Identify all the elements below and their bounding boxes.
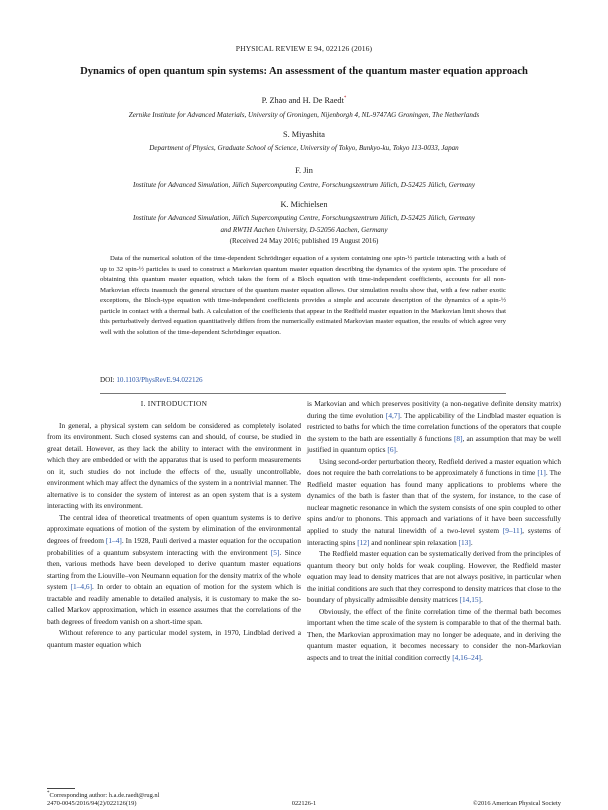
journal-header: PHYSICAL REVIEW E 94, 022126 (2016) <box>235 44 373 53</box>
author-line-1: P. Zhao and H. De Raedt* <box>261 96 347 105</box>
citation-link[interactable]: [1–4] <box>105 536 122 546</box>
paragraph: The central idea of theoretical treatments of open quantum systems is to derive approximate equations of motion of the system by elimination of the environmental degrees of freedom [1–4]. In 1928, Pauli derived a master equation for the occupation probabilities of a quantum subsystem interacting with the environment [5]. Since then, various methods have been developed to derive quantum master equations starting from the Liouville–von Neumann equation for the density matrix of the whole system [1–4,6]. In order to obtain an equation of motion for the system which is tractable and readily amenable to detailed analysis, it is customary to make the so-called Markov approximation, which in essence assumes that the correlations of the bath degrees of freedom vanish on a short-time span. <box>47 512 301 626</box>
footnote-rule <box>47 788 75 789</box>
affiliation-4: Institute for Advanced Simulation, Jülich Supercomputing Centre, Forschungszentrum Jülich, D-52425 Jülich, Germany <box>133 214 475 222</box>
citation-link[interactable]: [6] <box>387 445 396 455</box>
citation-link[interactable]: [1] <box>537 468 546 478</box>
footer-page-number: 022126-1 <box>291 800 317 807</box>
author-line-3: F. Jin <box>295 166 313 175</box>
left-column <box>47 398 301 650</box>
footer-issn: 2470-0045/2016/94(2)/022126(19) <box>47 800 137 807</box>
footnote: *Corresponding author: h.a.de.raedt@rug.nl <box>47 790 160 799</box>
paragraph: The Redfield master equation can be systematically derived from the principles of quantum theory but only holds for weak coupling. However, the Redfield master equation may lead to density matrices that are not always positive, in particular when the initial conditions are such that they correspond to density matrices that close to the boundary of physically admissible density matrices [14,15]. <box>307 549 561 605</box>
citation-link[interactable]: [12] <box>357 537 370 547</box>
author-line-4: K. Michielsen <box>280 200 328 209</box>
corresponding-mark[interactable]: * <box>343 96 347 102</box>
affiliation-4b: and RWTH Aachen University, D-52056 Aachen, Germany <box>220 226 388 234</box>
doi-line: DOI: 10.1103/PhysRevE.94.022126 <box>100 376 203 384</box>
paper-title: Dynamics of open quantum spin systems: An assessment of the quantum master equation approach <box>80 66 528 77</box>
doi-link[interactable]: 10.1103/PhysRevE.94.022126 <box>116 376 203 384</box>
section-heading: I. INTRODUCTION <box>140 399 208 408</box>
paragraph: Using second-order perturbation theory, Redfield derived a master equation which does not require the bath correlations to be approximately δ functions in time [1]. The Redfield master equation has found many applications to problems where the dynamics of the bath is faster than that of the system, for instance, to the case of nuclear magnetic resonance in which the system consists of one spin coupled to other spins and/or to phonons. This approach and variations of it have been successfully applied to study the natural linewidth of a two-level system [9–11], systems of interacting spins [12] and nonlinear spin relaxation [13]. <box>307 456 561 547</box>
citation-link[interactable]: [5] <box>270 547 280 557</box>
citation-link[interactable]: [4,16–24] <box>452 653 481 663</box>
received-dates: (Received 24 May 2016; published 19 August 2016) <box>229 237 379 245</box>
citation-link[interactable]: [1–4,6] <box>70 582 93 592</box>
fraction-half: ½ <box>138 265 144 273</box>
paragraph: Obviously, the effect of the finite correlation time of the thermal bath becomes important when the time scale of the system is comparable to that of the thermal bath. Then, the Markovian approximation may no longer be adequate, and in deriving the quantum master equation, it becomes necessary to consider the non-Markovian aspects and to treat the initial condition correctly [4,16–24]. <box>307 606 561 663</box>
paragraph: In general, a physical system can seldom be considered as completely isolated from its environment. Such closed systems can and should, of course, be studied in great detail. However, as they lack the ability to interact with the environment in which they are embedded or with the apparatus that is used to perform measurements on it, such studies do not include the effects of the, usually uncontrollable, environment which may affect the dynamics of the system in a nontrivial manner. The alternative is to consider the system of interest as an open system that is a system interacting with its environment. <box>47 420 301 511</box>
paragraph: is Markovian and which preserves positivity (a non-negative definite density matrix) during the time evolution [4,7]. The applicability of the Lindblad master equation is restricted to baths for which the time correlation functions of the operators that couple the system to the bath are essentially δ functions [8], an assumption that may be well justified in quantum optics [6]. <box>307 399 561 455</box>
fraction-half: ½ <box>407 255 413 262</box>
footnote-mark: * <box>47 790 50 796</box>
footer-copyright: ©2016 American Physical Society <box>472 800 561 807</box>
affiliation-3: Institute for Advanced Simulation, Jülich Supercomputing Centre, Forschungszentrum Jülich, D-52425 Jülich, Germany <box>133 181 475 189</box>
citation-link[interactable]: [9–11] <box>502 526 523 536</box>
citation-link[interactable]: [4,7] <box>385 410 400 420</box>
author-line-2: S. Miyashita <box>283 130 325 139</box>
citation-link[interactable]: [13] <box>458 537 471 547</box>
citation-link[interactable]: [14,15] <box>459 595 481 605</box>
affiliation-2: Department of Physics, Graduate School of Science, University of Tokyo, Bunkyo-ku, Tokyo 113-0033, Japan <box>149 144 459 152</box>
affiliation-1: Zernike Institute for Advanced Materials, University of Groningen, Nijenborgh 4, NL-9747AG Groningen, The Netherlands <box>128 111 480 119</box>
paragraph: Without reference to any particular model system, in 1970, Lindblad derived a quantum master equation which <box>47 628 301 649</box>
right-column <box>307 398 561 664</box>
separator-rule <box>100 393 506 394</box>
abstract: Data of the numerical solution of the time-dependent Schrödinger equation of a system containing one spin-½ particle interacting with a bath of up to 32 spin-½ particles is used to construct a Markovian quantum master equation describing the dynamics of the system spin. The procedure of obtaining this quantum master equation, which takes the form of a Bloch equation with time-independent coefficients, accounts for all non-Markovian effects inasmuch the general structure of the quantum master equation allows. Our simulation results show that, with a few rather exotic exceptions, the Bloch-type equation with time-independent coefficients provides a simple and accurate description of the dynamics of a spin-½ particle in contact with a thermal bath. A calculation of the coefficients that appear in the Redfield master equation in the Markovian limit shows that this perturbatively derived equation quantitatively differs from the numerically estimated Markovian master equation, the results of which agree very well with the solution of the time-dependent Schrödinger equation. <box>100 255 506 336</box>
fraction-half: ½ <box>500 297 506 305</box>
citation-link[interactable]: [8] <box>453 433 463 443</box>
